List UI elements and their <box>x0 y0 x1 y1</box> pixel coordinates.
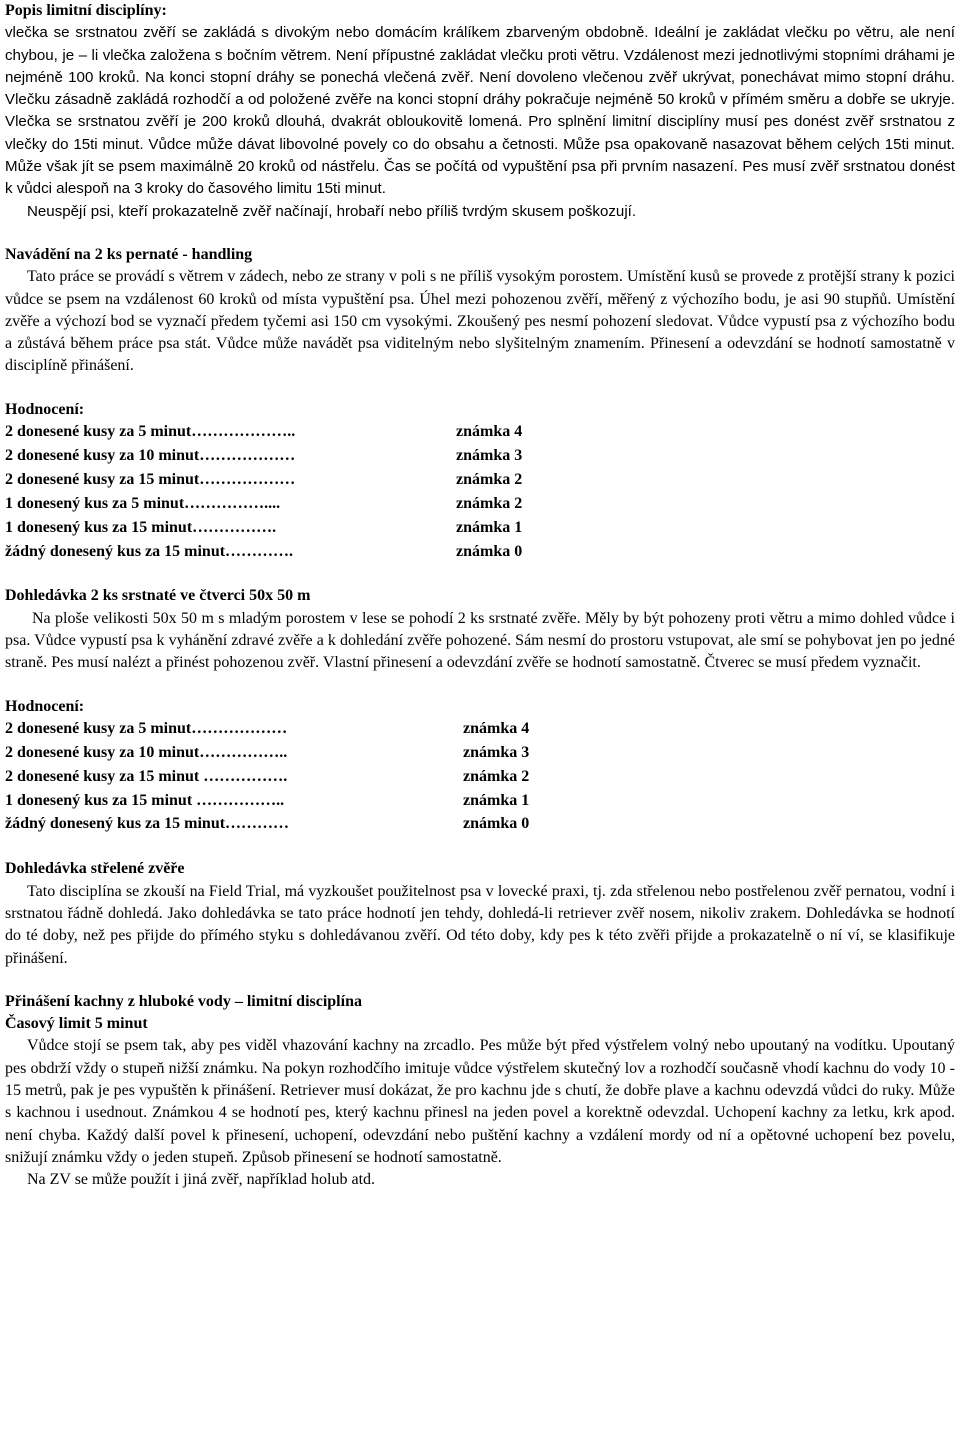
evaluation-row <box>5 766 955 790</box>
section-title-duck-retrieve: Přinášení kachny z hluboké vody – limitní disciplína <box>5 992 362 1010</box>
spacer <box>5 970 955 991</box>
evaluation-grade: známka 1 <box>456 518 523 536</box>
section-title-limit-discipline: Popis limitní disciplíny: <box>5 2 167 19</box>
evaluation-label: žádný donesený kus za 15 minut…………. <box>5 542 294 560</box>
evaluation-grade: známka 2 <box>463 767 530 785</box>
evaluation-label: 1 donesený kus za 5 minut…………….... <box>5 494 281 512</box>
evaluation-label: 2 donesené kusy za 5 minut……………….. <box>5 423 296 441</box>
square-search-paragraph: Na ploše velikosti 50x 50 m s mladým porostem v lese se pohodí 2 ks srstnaté zvěře. Měly by být pohozeny proti větru a mimo dohled vůdce i psa. Vůdce vypustí psa k vyhánění zdravé zvěře a k dohledání zvěře pohozené. Sám nesmí do prostoru vstupovat, ale smí se pohybovat jen po jedné straně. Pes musí nalézt a přinést pohozenou zvěř. Vlastní přinesení a odevzdání zvěře se hodnotí samostatně. Čtverec se musí předem vyznačit. <box>5 609 955 672</box>
evaluation-row <box>5 790 955 814</box>
evaluation-label: 2 donesené kusy za 5 minut……………… <box>5 719 288 737</box>
duck-retrieve-time-limit: Časový limit 5 minut <box>5 1015 148 1033</box>
evaluation-grade: známka 4 <box>456 423 523 441</box>
evaluation-label: 2 donesené kusy za 15 minut ……………. <box>5 767 288 785</box>
evaluation-row <box>5 469 955 493</box>
evaluation-grade: známka 4 <box>463 719 530 737</box>
duck-retrieve-paragraph: Vůdce stojí se psem tak, aby pes viděl vhazování kachny na zrcadlo. Pes může být před výstřelem volný nebo upoutaný na vodítku. Upoutaný pes obdrží vždy o stupeň nižší známku. Na pokyn rozhodčího imituje vůdce výstřelem skutečný lov a rozhodčí současně vhodí kachnu do vody 10 - 15 metrů, pak je pes vypuštěn k přinášení. Retriever musí dokázat, že pro kachnu jde s chutí, že dobře plave a kachnu odevzdá vůdci do ruky. Může s kachnou i usednout. Známkou 4 se hodnotí pes, který kachnu přinesl na jeden povel a korektně odevzdal. Uchopení kachny za letku, krk apod. není chyba. Každý další povel k přinesení, uchopení, odevzdání nebo puštění kachny a vzdálení mordy od ní a opětovné uchopení bez povelu, snižují známku vždy o jeden stupeň. Způsob přinesení se hodnotí samostatně. <box>5 1037 955 1166</box>
evaluation-label: 1 donesený kus za 15 minut……………. <box>5 518 277 536</box>
evaluation-grade: známka 1 <box>463 791 530 809</box>
spacer <box>5 675 955 696</box>
spacer <box>5 223 955 244</box>
limit-discipline-paragraph: vlečka se srstnatou zvěří se zakládá s divokým nebo domácím králíkem zbarveným obdobně. Ideální je zakládat vlečku po větru, ale není chybou, je – li vlečka založena s bočním větrem. Není přípustné zakládat vlečku proti větru. Vzdálenost mezi jednotlivými stopními dráhami je nejméně 100 kroků. Na konci stopní dráhy se ponechá vlečená zvěř. Není dovoleno vlečenou zvěř ukrývat, ponechávat mimo stopní dráhu. Vlečku zásadně zakládá rozhodčí a od položené zvěře na konci stopní dráhy pokračuje nejméně 50 kroků v přímém směru a dobře se ukryje. Vlečka se srstnatou zvěří je 200 kroků dlouhá, dvakrát obloukovitě lomená. Pro splnění limitní disciplíny musí pes donést zvěř srstnatou z vlečky do 15ti minut. Vůdce může dávat libovolné povely co do obsahu a četnosti. Může psa opakovaně nasazovat během celých 15ti minut. Může však jít se psem maximálně 20 kroků od nástřelu. Čas se počítá od vypuštění psa při prvním nasazení. Pes musí zvěř srstnatou donést k vůdci alespoň na 3 kroky do časového limitu 15ti minut. <box>5 24 955 198</box>
spacer <box>5 378 955 399</box>
section-title-shot-game-search: Dohledávka střelené zvěře <box>5 860 185 878</box>
evaluation-title-1: Hodnocení: <box>5 400 85 418</box>
handling-paragraph: Tato práce se provádí s větrem v zádech, nebo ze strany v poli s ne příliš vysokým porostem. Umístění kusů se provede z protější strany k pozici vůdce se psem na vzdálenost 60 kroků od místa vypuštění psa. Úhel mezi pohozenou zvěří, měřený z výchozího bodu, je asi 90 stupňů. Umístění zvěře a výchozí bod se vyznačí předem tyčemi asi 150 cm vysokými. Zkoušený pes nesmí pohození sledovat. Vůdce vypustí psa z výchozího bodu a zůstává během práce psa stát. Vůdce může navádět psa viditelným nebo slyšitelným znamením. Přinesení a odevzdání se hodnotí samostatně v disciplíně přinášení. <box>5 268 955 375</box>
evaluation-row <box>5 445 955 469</box>
evaluation-label: žádný donesený kus za 15 minut………… <box>5 815 290 833</box>
duck-retrieve-note: Na ZV se může použít i jiná zvěř, například holub atd. <box>27 1171 376 1189</box>
evaluation-row <box>5 718 955 742</box>
spacer <box>5 564 955 585</box>
evaluation-grade: známka 0 <box>463 815 530 833</box>
evaluation-row <box>5 517 955 541</box>
evaluation-grade: známka 2 <box>456 494 523 512</box>
evaluation-grade: známka 3 <box>456 446 523 464</box>
evaluation-title-2: Hodnocení: <box>5 697 85 715</box>
evaluation-grade: známka 0 <box>456 542 523 560</box>
section-title-square-search: Dohledávka 2 ks srstnaté ve čtverci 50x 50 m <box>5 587 311 605</box>
evaluation-grade: známka 3 <box>463 743 530 761</box>
evaluation-table-1 <box>5 421 955 564</box>
evaluation-label: 2 donesené kusy za 10 minut……………… <box>5 446 296 464</box>
evaluation-row <box>5 493 955 517</box>
evaluation-row <box>5 421 955 445</box>
section-title-handling: Navádění na 2 ks pernaté - handling <box>5 245 253 263</box>
evaluation-label: 2 donesené kusy za 15 minut……………… <box>5 470 296 488</box>
evaluation-label: 1 donesený kus za 15 minut …………….. <box>5 791 285 809</box>
spacer <box>5 837 955 858</box>
evaluation-table-2 <box>5 718 955 837</box>
evaluation-row <box>5 541 955 565</box>
evaluation-row <box>5 742 955 766</box>
evaluation-label: 2 donesené kusy za 10 minut…………….. <box>5 743 288 761</box>
evaluation-grade: známka 2 <box>456 470 523 488</box>
limit-discipline-failure-note: Neuspějí psi, kteří prokazatelně zvěř načínají, hrobaří nebo příliš tvrdým skusem poškozují. <box>27 202 637 220</box>
evaluation-row <box>5 813 955 837</box>
shot-game-search-paragraph: Tato disciplína se zkouší na Field Trial, má vyzkoušet použitelnost psa v lovecké praxi, tj. zda střelenou nebo postřelenou zvěř pernatou, vodní i srstnatou řádně dohledá. Jako dohledávka se tato práce hodnotí jen tehdy, dohledá-li retriever zvěř nosem, nikoliv zrakem. Dohledávka se hodnotí do té doby, než pes přijde do přímého styku s dohledávanou zvěří. Od této doby, kdy pes k této zvěři přijde a prokazatelně o ní ví, se klasifikuje přinášení. <box>5 882 955 967</box>
